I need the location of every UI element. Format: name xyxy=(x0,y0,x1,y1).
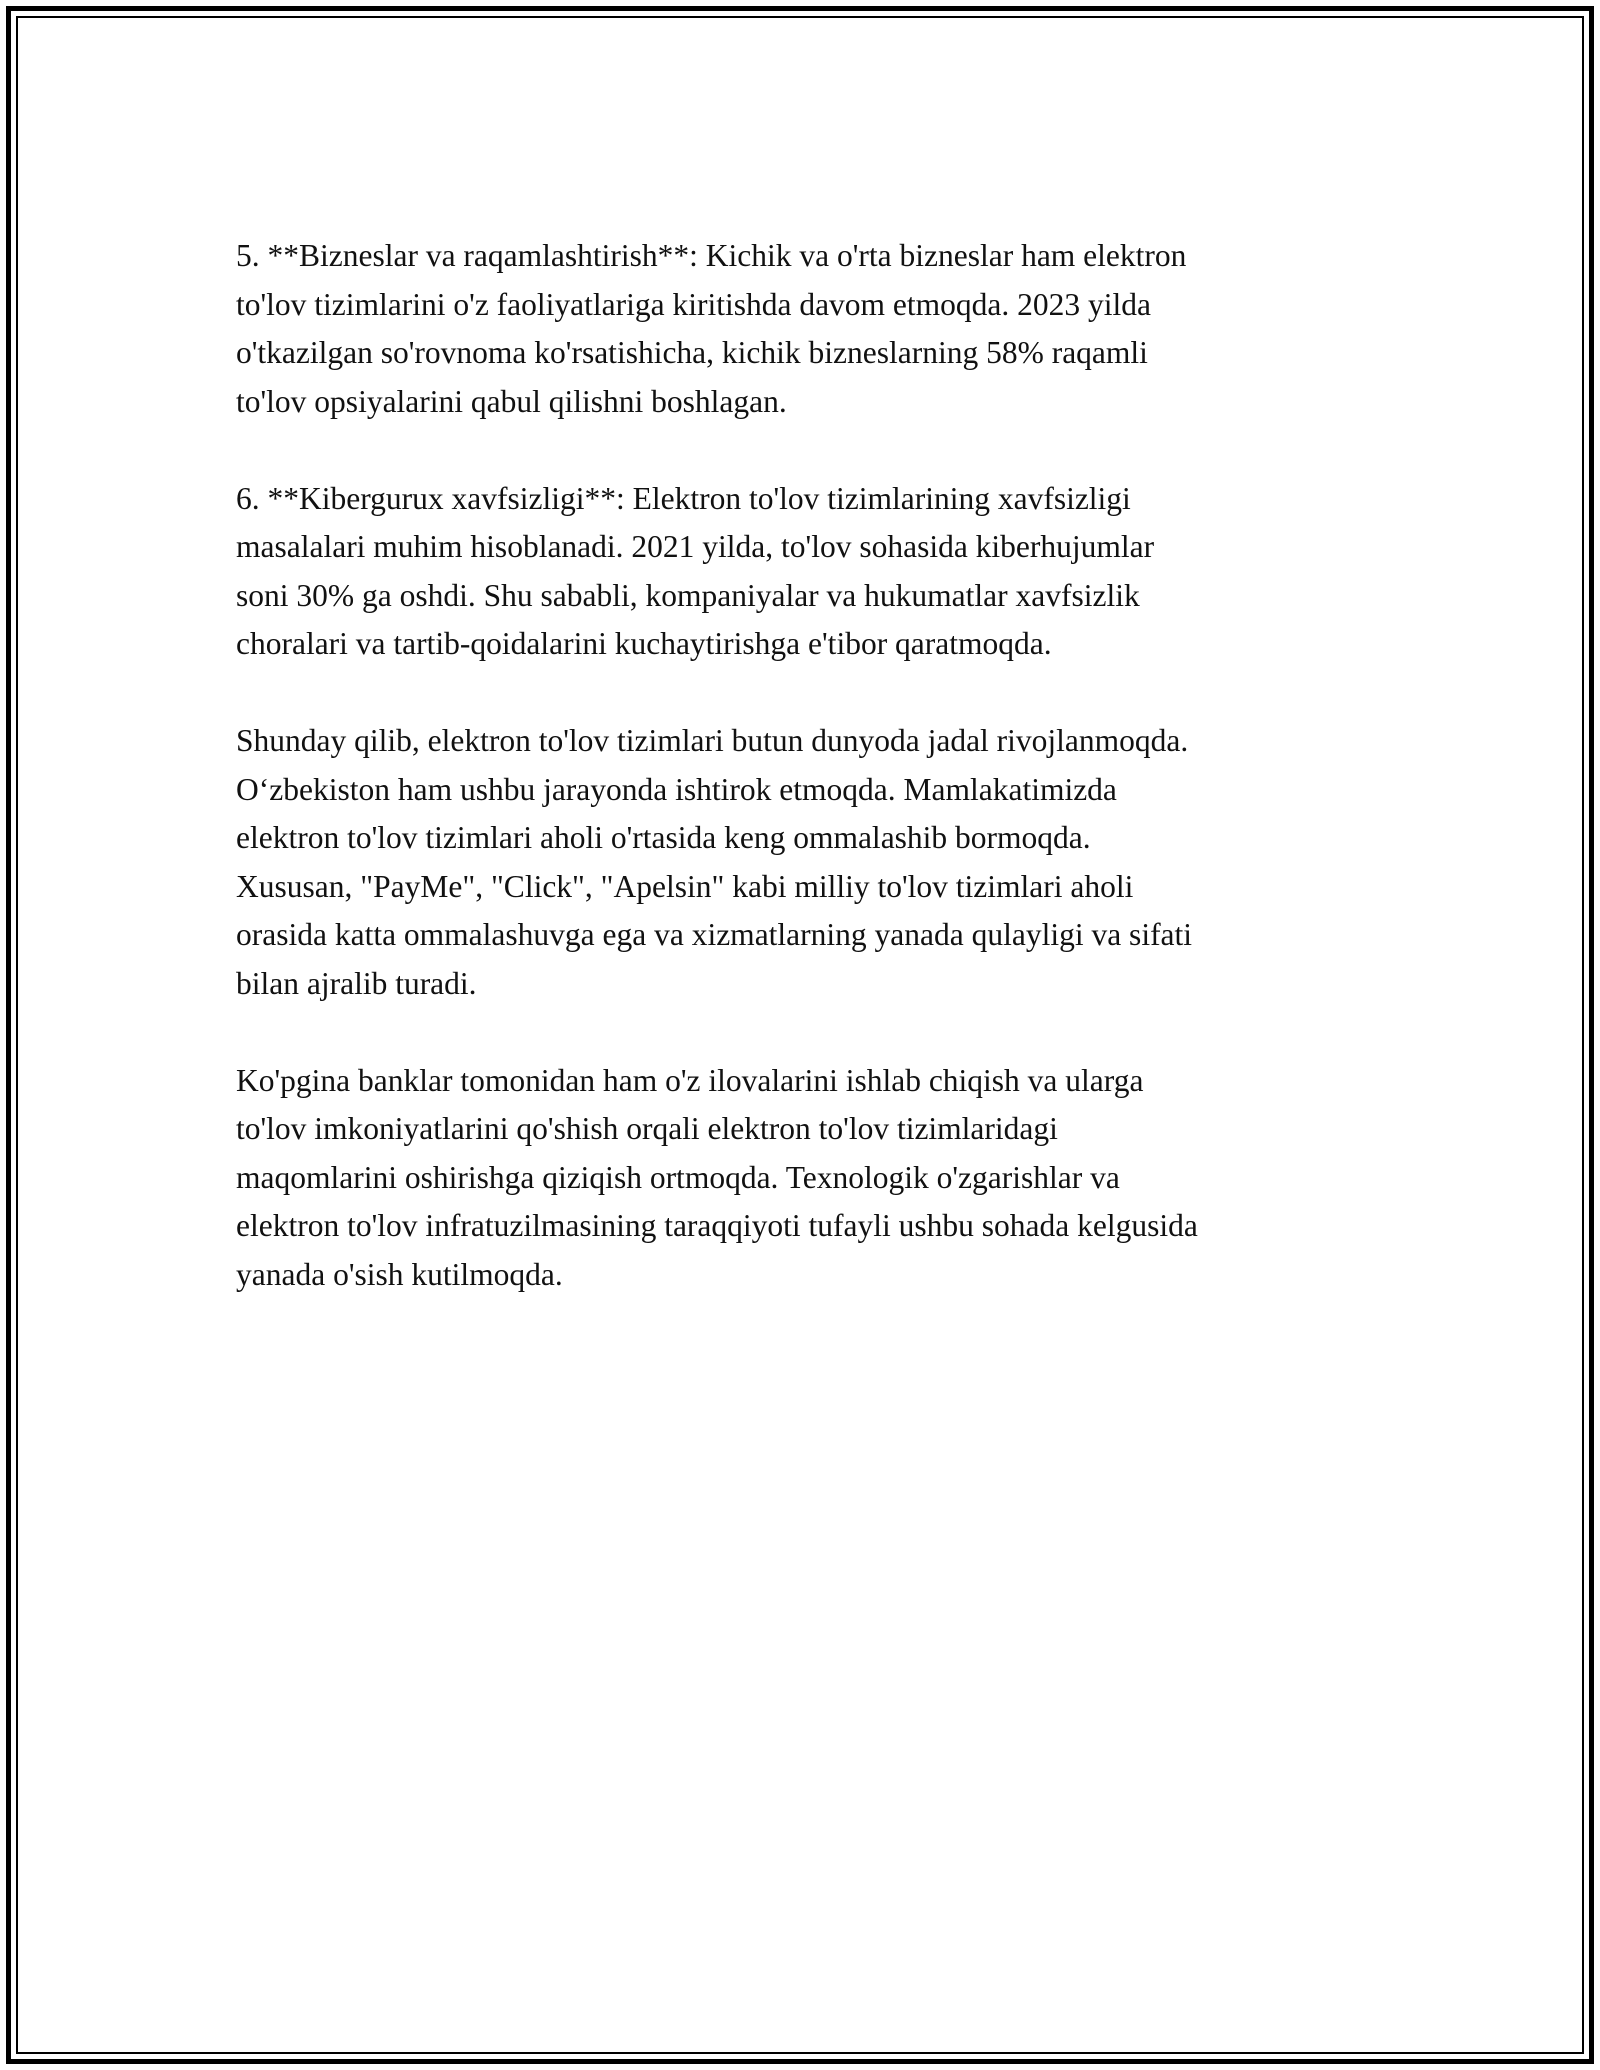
paragraph-conclusion-uzbekistan xyxy=(236,717,1366,1008)
text-line: Xususan, "PayMe", "Click", "Apelsin" kabi milliy to'lov tizimlari aholi xyxy=(236,868,1134,904)
text-line: elektron to'lov tizimlari aholi o'rtasida keng ommalashib bormoqda. xyxy=(236,820,1091,855)
text-line: choralari va tartib-qoidalarini kuchaytirishga e'tibor qaratmoqda. xyxy=(236,626,1052,661)
paragraph-cyber-security xyxy=(236,475,1366,669)
text-line: to'lov imkoniyatlarini qo'shish orqali elektron to'lov tizimlaridagi xyxy=(236,1111,1058,1146)
text-line: Ko'pgina banklar tomonidan ham o'z ilovalarini ishlab chiqish va ularga xyxy=(236,1062,1144,1098)
document-body xyxy=(236,232,1366,1348)
text-line: elektron to'lov infratuzilmasining taraqqiyoti tufayli ushbu sohada kelgusida xyxy=(236,1208,1198,1243)
paragraph-banks-outlook xyxy=(236,1057,1366,1300)
text-line: 6. **Kibergurux xavfsizligi**: Elektron to'lov tizimlarining xavfsizligi xyxy=(236,480,1131,516)
text-line: orasida katta ommalashuvga ega va xizmatlarning yanada qulayligi va sifati xyxy=(236,917,1193,952)
text-line: soni 30% ga oshdi. Shu sababli, kompaniyalar va hukumatlar xavfsizlik xyxy=(236,577,1140,613)
text-line: O‘zbekiston ham ushbu jarayonda ishtirok etmoqda. Mamlakatimizda xyxy=(236,771,1117,807)
text-line: bilan ajralib turadi. xyxy=(236,965,477,1001)
text-line: to'lov tizimlarini o'z faoliyatlariga kiritishda davom etmoqda. 2023 yilda xyxy=(236,286,1152,322)
text-line: masalalari muhim hisoblanadi. 2021 yilda, to'lov sohasida kiberhujumlar xyxy=(236,529,1155,564)
text-line: Shunday qilib, elektron to'lov tizimlari butun dunyoda jadal rivojlanmoqda. xyxy=(236,723,1189,758)
text-line: 5. **Bizneslar va raqamlashtirish**: Kichik va o'rta bizneslar ham elektron xyxy=(236,238,1187,273)
text-line: to'lov opsiyalarini qabul qilishni boshlagan. xyxy=(236,383,787,419)
paragraph-business-digitalization xyxy=(236,232,1366,426)
text-line: maqomlarini oshirishga qiziqish ortmoqda. Texnologik o'zgarishlar va xyxy=(236,1159,1120,1195)
text-line: yanada o'sish kutilmoqda. xyxy=(236,1256,563,1292)
text-line: o'tkazilgan so'rovnoma ko'rsatishicha, kichik bizneslarning 58% raqamli xyxy=(236,335,1148,370)
